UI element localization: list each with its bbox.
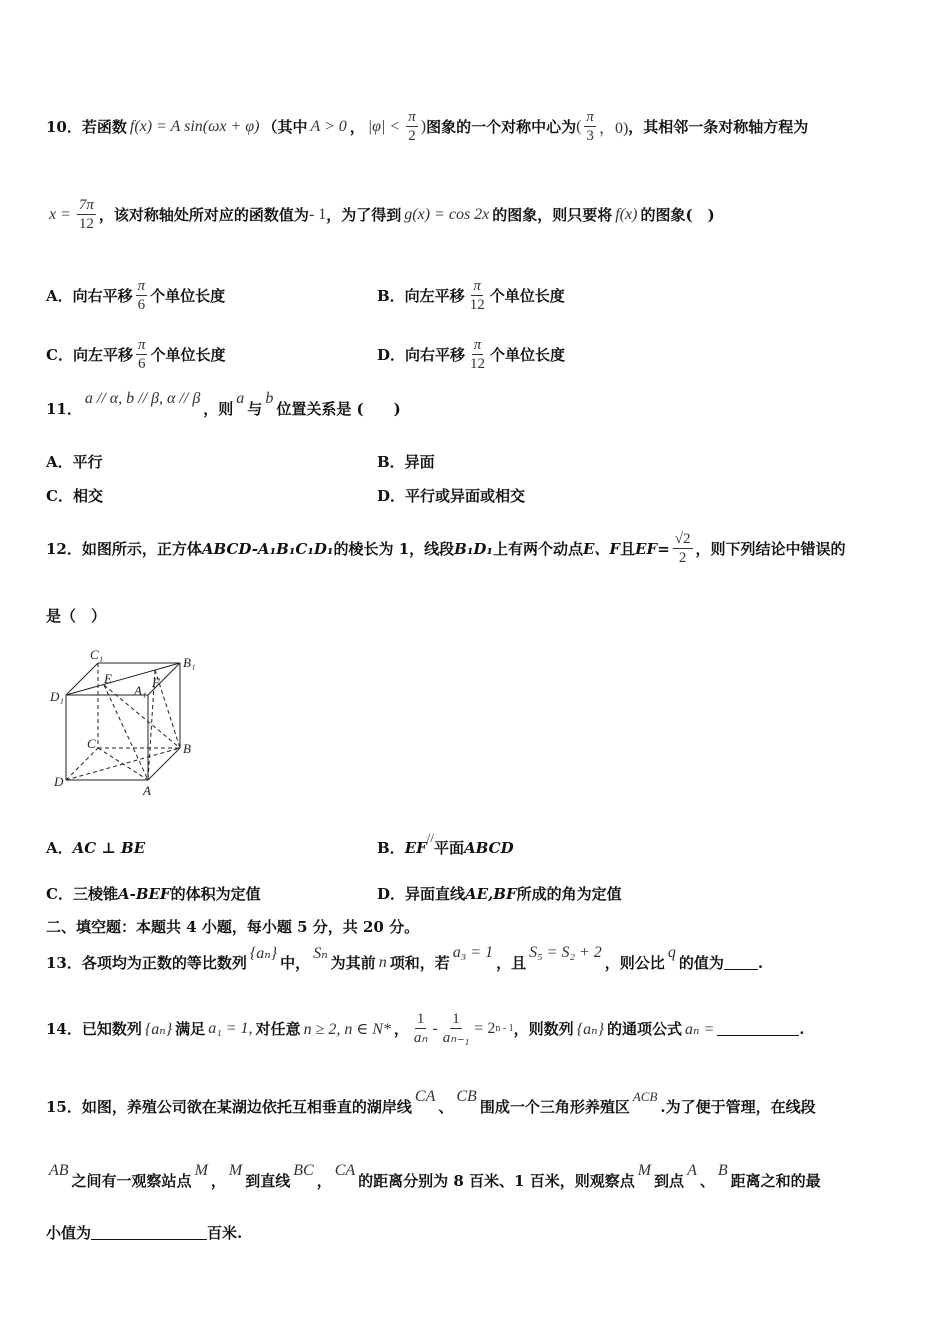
q15-answer-blank[interactable] <box>91 1225 207 1240</box>
q11-number: 11． <box>46 400 82 418</box>
q10-number: 10． <box>46 118 82 136</box>
q10-option-a[interactable]: A．向右平移 $\frac{\pi}{6}$ 个单位长度 <box>46 278 226 313</box>
q15-number: 15． <box>46 1098 82 1116</box>
label-e: E <box>104 671 112 686</box>
q10-line1: 10． 若函数 f(x) = A sin(ωx + φ) （其中 A > 0 ， |φ| < $\frac{\pi}{2}$ ) 图象的一个对称中心为 ( $\frac{\pi}{3}$ ，0) ，其相邻一条对称轴方程为 <box>46 109 809 144</box>
q11-option-a[interactable]: A．平行 <box>46 453 103 471</box>
cube-figure <box>48 645 208 800</box>
label-f: F <box>152 675 160 690</box>
label-d: D <box>54 774 64 789</box>
q11-option-b[interactable]: B．异面 <box>377 453 435 471</box>
section-2-title: 二、填空题：本题共 4 小题，每小题 5 分，共 20 分。 <box>46 918 420 936</box>
q13-answer-blank[interactable] <box>724 955 758 970</box>
q14-number: 14． <box>46 1020 82 1038</box>
q12-option-c[interactable]: C．三棱锥 A-BEF 的体积为定值 <box>46 884 261 903</box>
q14-stem: 14． 已知数列 {aₙ} 满足 a₁ = 1, 对任意 n ≥ 2, n ∈ N* ， $\frac{1}{\text{aₙ}}$ - $\frac{1}{\text{aₙ₋₁}}$ = 2 n - 1 ，则数列 {aₙ} 的通项公式 aₙ = . <box>46 1011 805 1046</box>
q12-stem-line2: 是（ ） <box>46 607 107 625</box>
one-over-an-minus-1: $\frac{1}{\text{aₙ₋₁}}$ <box>442 1011 470 1046</box>
q13-stem: 13． 各项均为正数的等比数列 {aₙ} 中， Sₙ 为其前 n 项和，若 a₃ = 1 ，且 S₅ = S₂ + 2 ，则公比 q 的值为 . <box>46 943 764 972</box>
q11-stem: 11． a // α, b // β, α // β ，则 a 与 b 位置关系是 ( ) <box>46 389 401 418</box>
q11-option-c[interactable]: C．相交 <box>46 487 103 505</box>
pi-over-2: $\frac{\pi}{2}$ <box>408 109 416 144</box>
label-c1: C₁ <box>90 647 104 662</box>
seven-pi-over-12: $\frac{7\pi}{12}$ <box>78 197 94 232</box>
q12-option-b[interactable]: B． EF // 平面 ABCD <box>377 829 514 857</box>
q11-option-d[interactable]: D．平行或异面或相交 <box>377 487 526 505</box>
label-a1: A₁ <box>134 683 147 698</box>
q12-number: 12． <box>46 540 82 558</box>
label-a: A <box>143 783 151 798</box>
q12-option-d[interactable]: D．异面直线 AE,BF 所成的角为定值 <box>377 884 622 903</box>
q10-line2: x = $\frac{7\pi}{12}$ ，该对称轴处所对应的函数值为 - 1 ，为了得到 g(x) = cos 2x 的图象，则只要将 f(x) 的图象( ) <box>49 197 715 232</box>
sqrt2-over-2: $\frac{√2}{2}$ <box>674 531 691 566</box>
label-d1: D₁ <box>50 689 64 704</box>
pi-over-3: $\frac{\pi}{3}$ <box>586 109 594 144</box>
q10-function: f(x) = A sin(ωx + φ) <box>129 117 260 135</box>
q15-line2: AB 之间有一观察站点 M ， M 到直线 BC ， CA 的距离分别为 8 百米、1 百米，则观察点 M 到点 A 、 B 距离之和的最 <box>49 1161 821 1190</box>
q10-option-b[interactable]: B．向左平移 $\frac{\pi}{12}$ 个单位长度 <box>377 278 565 313</box>
q12-stem-line1: 12． 如图所示，正方体 ABCD-A₁B₁C₁D₁ 的棱长为 1，线段 B₁D₁ 上有两个动点 E、F 且 EF= $\frac{√2}{2}$ ，则下列结论中错误的 <box>46 531 846 566</box>
q10-option-c[interactable]: C．向左平移 $\frac{\pi}{6}$ 个单位长度 <box>46 337 226 372</box>
label-c: C <box>87 736 96 751</box>
q15-line3: 小值为 百米. <box>46 1224 243 1242</box>
q10-option-d[interactable]: D．向右平移 $\frac{\pi}{12}$ 个单位长度 <box>377 337 566 372</box>
q12-option-a[interactable]: A． AC ⊥ BE <box>46 838 146 857</box>
label-b1: B₁ <box>183 655 196 670</box>
label-b: B <box>183 741 191 756</box>
q15-line1: 15． 如图，养殖公司欲在某湖边依托互相垂直的湖岸线 CA 、 CB 围成一个三角形养殖区 ACB .为了便于管理，在线段 <box>46 1087 816 1116</box>
one-over-an: $\frac{1}{\text{aₙ}}$ <box>413 1011 428 1046</box>
q14-answer-blank[interactable] <box>717 1021 799 1036</box>
q13-number: 13． <box>46 954 82 972</box>
